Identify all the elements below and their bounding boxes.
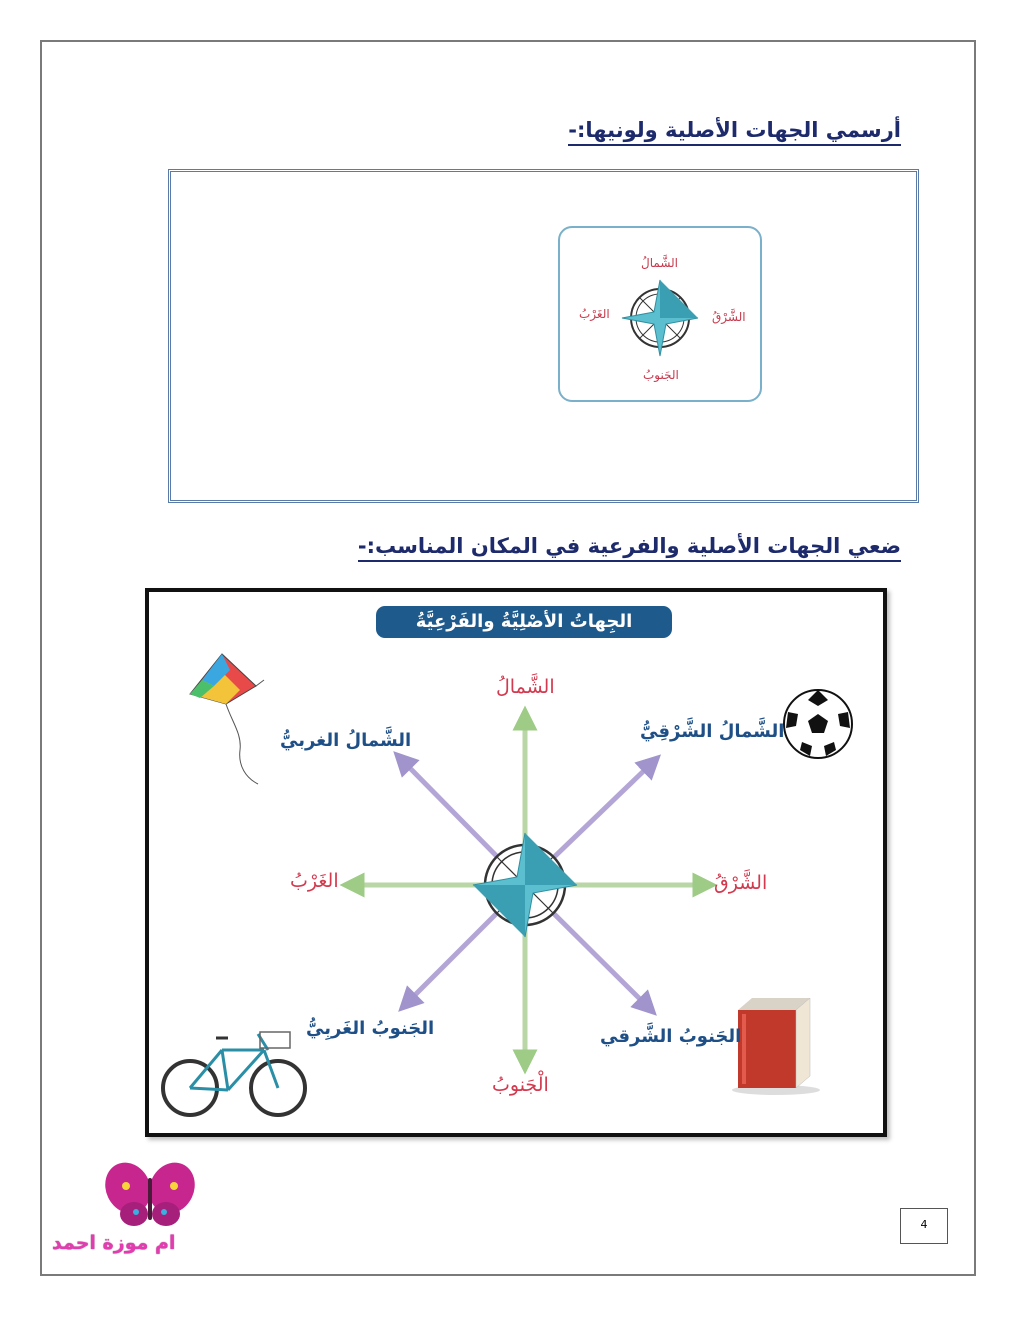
brand-logo-text: ام موزة احمد xyxy=(52,1232,176,1254)
mini-east-label: الشَّرْقُ xyxy=(712,310,746,324)
bicycle-icon xyxy=(163,1032,305,1115)
butterfly-logo-icon xyxy=(97,1155,203,1226)
label-south: الْجَنوبُ xyxy=(492,1074,549,1096)
book-icon xyxy=(732,998,820,1095)
label-northwest: الشَّمالُ الغربيُّ xyxy=(280,730,412,751)
mini-west-label: الغَرْبُ xyxy=(579,307,610,321)
label-east: الشَّرْقُ xyxy=(714,872,768,894)
exercise2-heading: ضعي الجهات الأصلية والفرعية في المكان المناسب:- xyxy=(358,534,901,562)
exercise1-heading: أرسمي الجهات الأصلية ولونيها:- xyxy=(568,118,901,146)
label-southeast: الجَنوبُ الشَّرقي xyxy=(600,1026,742,1047)
page-number: 4 xyxy=(900,1208,948,1244)
kite-icon xyxy=(190,654,264,784)
diagram-title: الجِهاتُ الأصْلِيَّةُ والفَرْعِيَّةُ xyxy=(376,606,672,638)
football-icon xyxy=(784,690,852,758)
label-southwest: الجَنوبُ الغَربِيُّ xyxy=(306,1018,435,1039)
label-northeast: الشَّمالُ الشَّرْقِيُّ xyxy=(640,721,785,742)
label-north: الشَّمالُ xyxy=(496,676,555,698)
label-west: الغَرْبُ xyxy=(290,870,339,892)
mini-north-label: الشَّمالُ xyxy=(641,256,679,270)
mini-south-label: الجَنوبُ xyxy=(643,368,679,382)
